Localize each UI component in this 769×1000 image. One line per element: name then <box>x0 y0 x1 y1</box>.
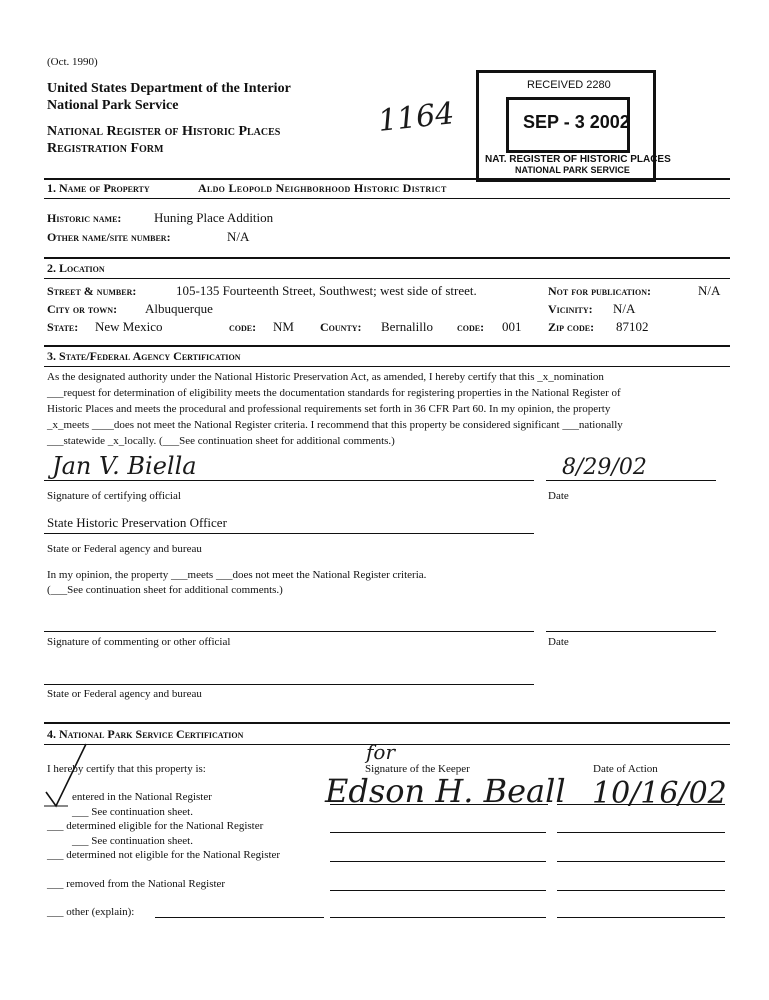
form-date: (Oct. 1990) <box>47 56 98 68</box>
signature-line-2 <box>44 631 534 632</box>
opinion-line-1: In my opinion, the property ___meets ___does not meet the National Register criteria. <box>47 569 427 581</box>
street-label: Street & number: <box>47 284 137 298</box>
action-line-3 <box>557 861 725 862</box>
section3-rule <box>44 345 730 347</box>
action-line-5 <box>557 917 725 918</box>
certify-statement: I hereby certify that this property is: <box>47 763 206 775</box>
keeper-line-5 <box>330 917 546 918</box>
official-title: State Historic Preservation Officer <box>47 515 227 530</box>
section1-heading: 1. Name of Property <box>47 181 150 195</box>
service-name: National Park Service <box>47 98 179 113</box>
state-code-value: NM <box>273 319 294 334</box>
stamp-date-box <box>506 97 630 153</box>
nfp-label: Not for publication: <box>548 284 651 298</box>
stamp-received: RECEIVED 2280 <box>527 79 611 91</box>
section3-subrule <box>44 366 730 367</box>
action-line-1 <box>557 804 725 805</box>
other-name-value: N/A <box>227 229 250 244</box>
signature-label-1: Signature of certifying official <box>47 490 181 502</box>
historic-name-label: Historic name: <box>47 211 122 225</box>
bureau-label-1: State or Federal agency and bureau <box>47 543 202 555</box>
section2-heading: 2. Location <box>47 261 105 275</box>
vicinity-value: N/A <box>613 301 636 316</box>
date-label-1: Date <box>548 490 569 502</box>
state-code-label: code: <box>229 320 257 334</box>
status-eligible: ___ determined eligible for the National Register <box>47 820 264 832</box>
certification-line-4: _x_meets ____does not meet the National Register criteria. I recommend that this property be considered significant ___nationally <box>47 419 623 431</box>
stamp-line2: NATIONAL PARK SERVICE <box>515 165 630 175</box>
stamp-line1: NAT. REGISTER OF HISTORIC PLACES <box>485 154 671 165</box>
keeper-initials: for <box>366 740 396 764</box>
county-label: County: <box>320 320 362 334</box>
bureau-line-1 <box>44 533 534 534</box>
section3-heading: 3. State/Federal Agency Certification <box>47 349 241 363</box>
city-label: City or town: <box>47 302 118 316</box>
action-line-2 <box>557 832 725 833</box>
explain-line <box>155 917 324 918</box>
historic-name-value: Huning Place Addition <box>154 210 274 225</box>
received-stamp <box>476 70 671 182</box>
state-value: New Mexico <box>95 319 163 334</box>
city-value: Albuquerque <box>145 301 213 316</box>
status-removed: ___ removed from the National Register <box>47 878 226 890</box>
date-label-2: Date <box>548 636 569 648</box>
section4-heading: 4. National Park Service Certification <box>47 727 244 741</box>
stamp-date: SEP - 3 2002 <box>523 112 630 132</box>
other-name-label: Other name/site number: <box>47 230 171 244</box>
signature-line-1 <box>44 480 534 481</box>
certification-line-3: Historic Places and meets the procedural and professional requirements set forth in 36 CFR Part 60. In my opinion, the property <box>47 403 611 415</box>
bureau-line-2 <box>44 684 534 685</box>
section1-subrule <box>44 198 730 199</box>
section1-rule <box>44 178 730 180</box>
keeper-line-2 <box>330 832 546 833</box>
zip-label: Zip code: <box>548 320 595 334</box>
form-name: Registration Form <box>47 141 164 156</box>
keeper-line-4 <box>330 890 546 891</box>
section2-subrule <box>44 278 730 279</box>
vicinity-label: Vicinity: <box>548 302 593 316</box>
signature-label-2: Signature of commenting or other official <box>47 636 231 648</box>
register-name: National Register of Historic Places <box>47 124 281 139</box>
action-date: 10/16/02 <box>592 776 727 811</box>
handwritten-number: 1164 <box>376 96 456 139</box>
department-name: United States Department of the Interior <box>47 81 291 96</box>
status-entered: entered in the National Register <box>72 791 212 803</box>
opinion-line-2: (___See continuation sheet for additional comments.) <box>47 584 283 596</box>
bureau-label-2: State or Federal agency and bureau <box>47 688 202 700</box>
status-not-eligible: ___ determined not eligible for the National Register <box>47 849 281 861</box>
keeper-signature: Edson H. Beall <box>325 772 566 810</box>
county-code-value: 001 <box>502 319 522 334</box>
certifying-signature: Jan V. Biella <box>52 452 197 480</box>
keeper-line-3 <box>330 861 546 862</box>
zip-value: 87102 <box>616 319 649 334</box>
status-entered-continuation: ___ See continuation sheet. <box>72 806 193 818</box>
date-line-1 <box>546 480 716 481</box>
section2-rule <box>44 257 730 259</box>
status-other: ___ other (explain): <box>47 906 135 918</box>
keeper-label: Signature of the Keeper <box>365 763 470 775</box>
street-value: 105-135 Fourteenth Street, Southwest; west side of street. <box>176 283 477 298</box>
status-eligible-continuation: ___ See continuation sheet. <box>72 835 193 847</box>
keeper-line-1 <box>330 804 548 805</box>
certification-line-5: ___statewide _x_locally. (___See continuation sheet for additional comments.) <box>47 435 395 447</box>
action-date-label: Date of Action <box>593 763 658 775</box>
date-line-2 <box>546 631 716 632</box>
action-line-4 <box>557 890 725 891</box>
county-value: Bernalillo <box>381 319 433 334</box>
property-name: Aldo Leopold Neighborhood Historic District <box>198 181 447 195</box>
certification-line-2: ___request for determination of eligibility meets the documentation standards for registering properties in the National Register of <box>47 387 621 399</box>
certification-line-1: As the designated authority under the National Historic Preservation Act, as amended, I hereby certify that this _x_nomination <box>47 371 604 383</box>
certifying-date: 8/29/02 <box>562 455 647 480</box>
state-label: State: <box>47 320 79 334</box>
nfp-value: N/A <box>698 283 721 298</box>
county-code-label: code: <box>457 320 485 334</box>
section4-rule <box>44 722 730 724</box>
